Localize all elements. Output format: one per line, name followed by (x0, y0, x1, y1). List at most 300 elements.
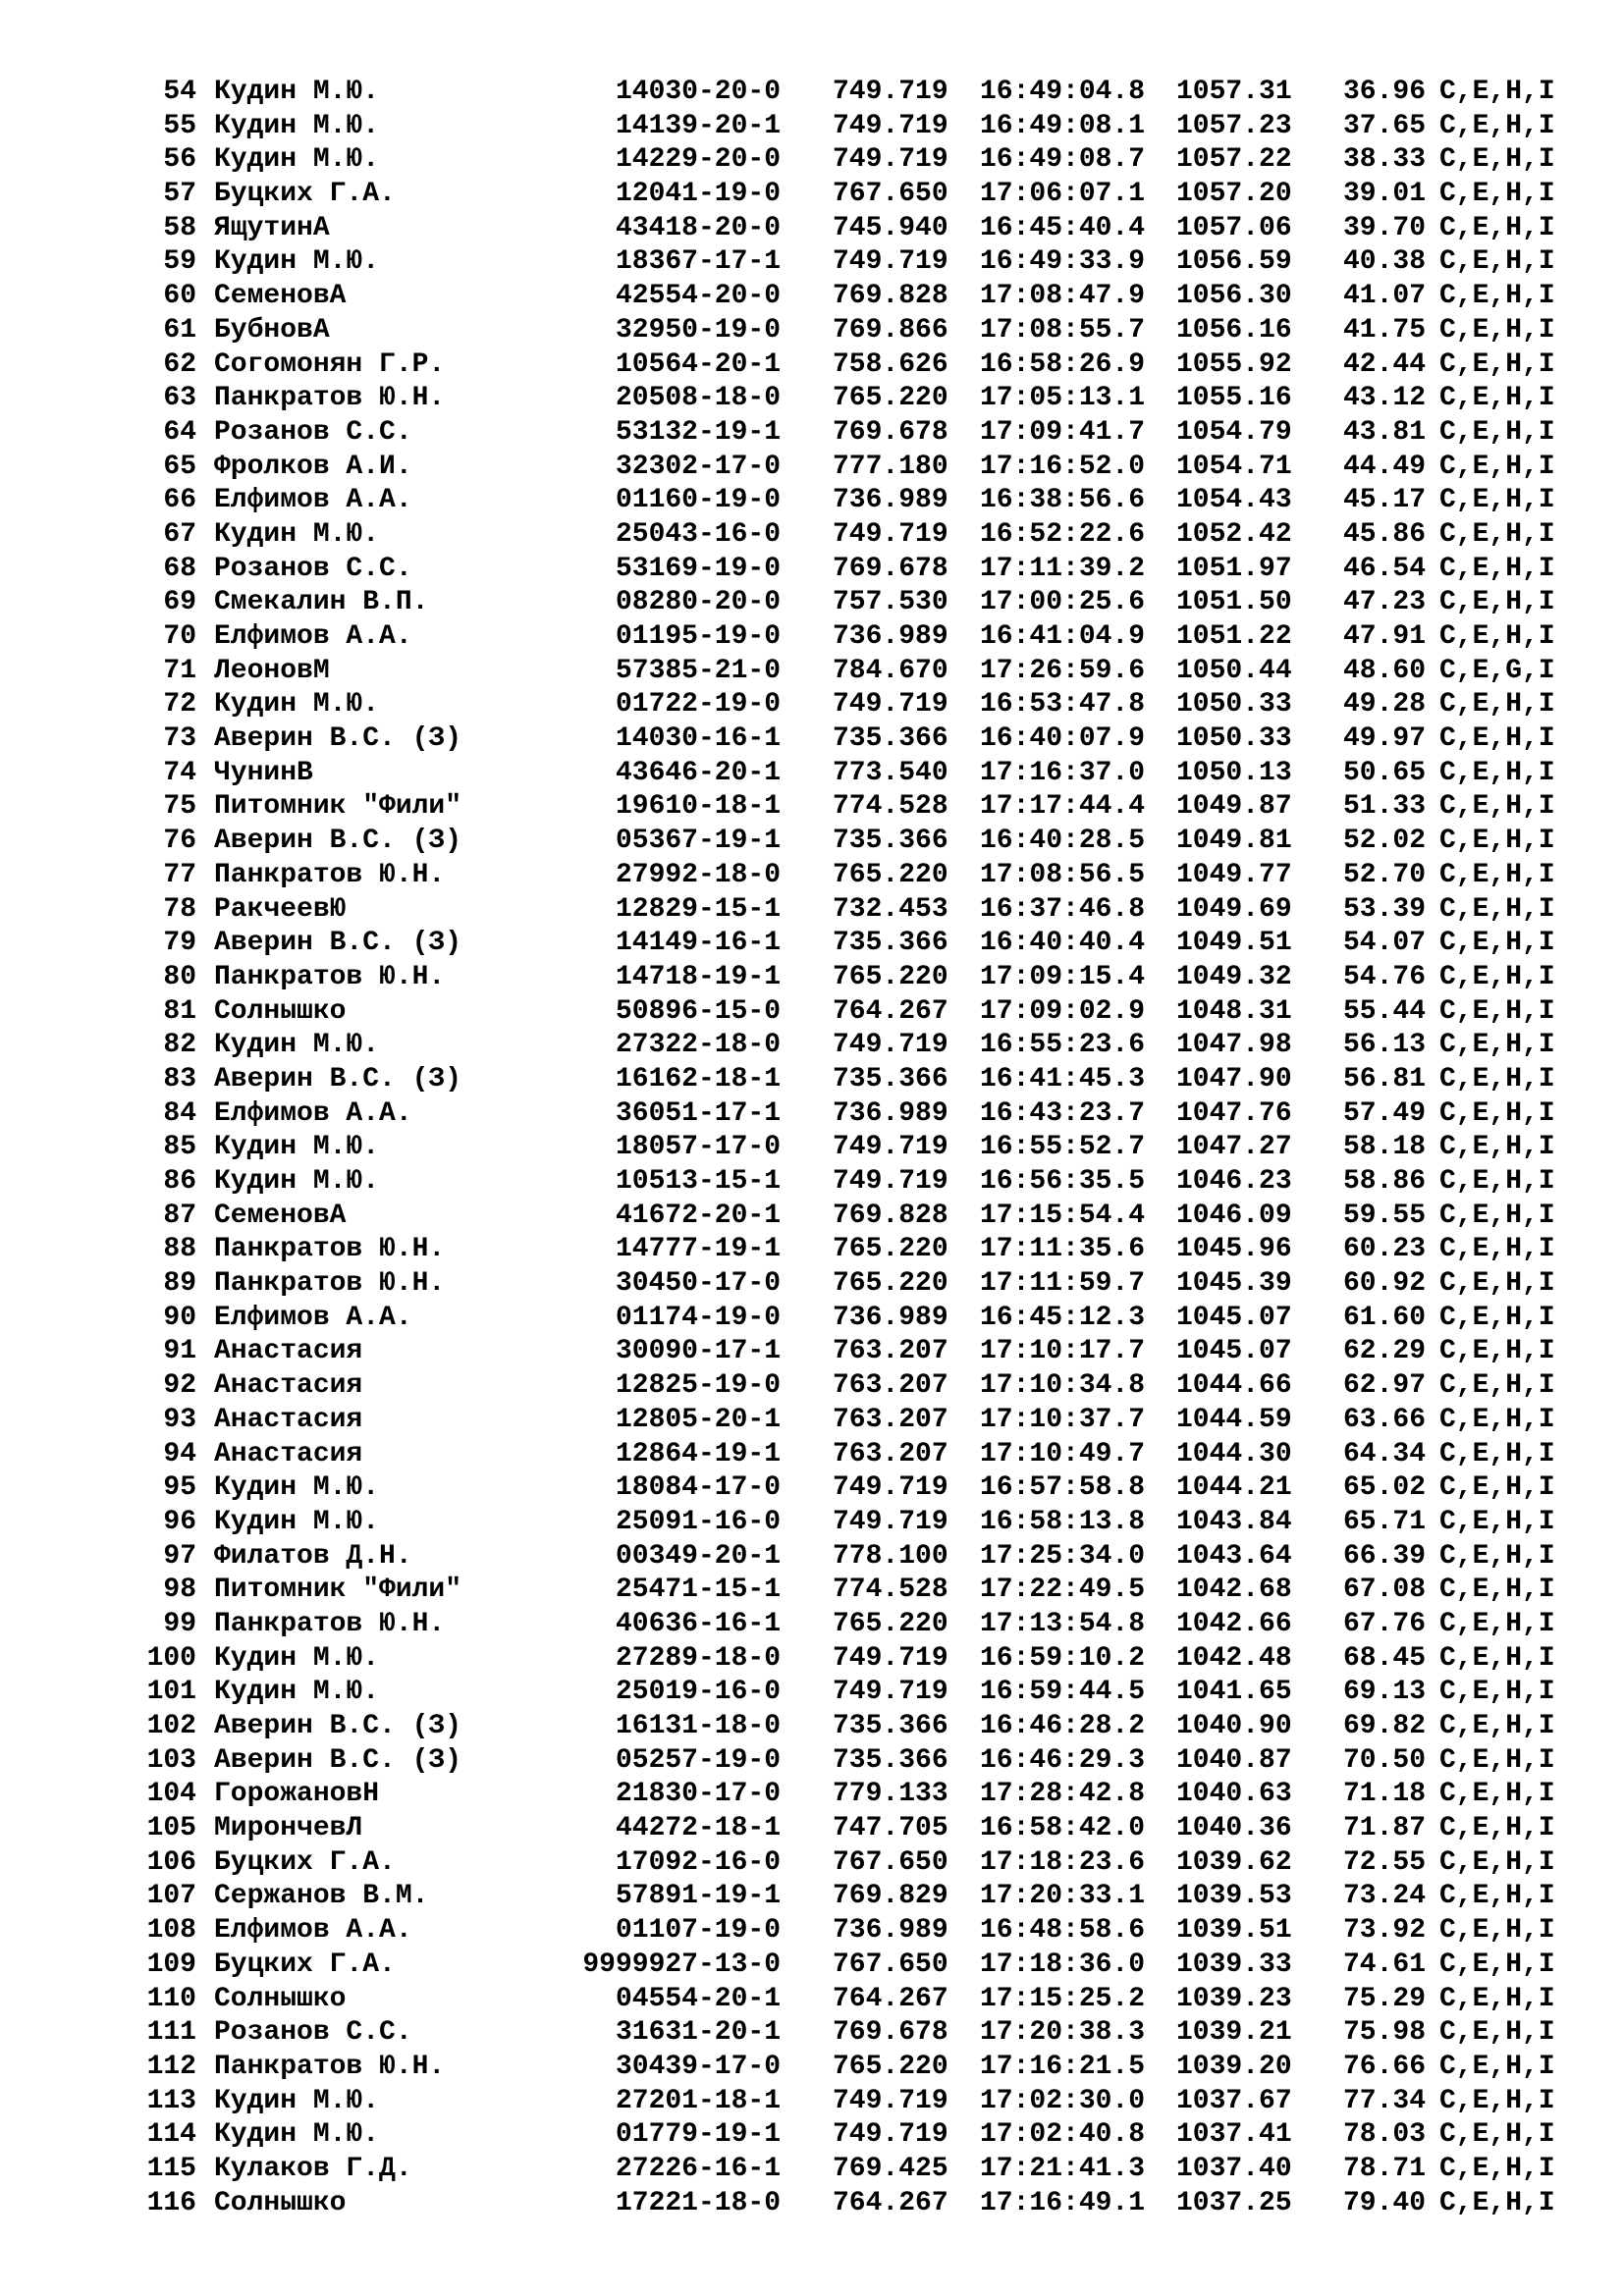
fancier-name: Кудин М.Ю. (214, 518, 380, 550)
speed-value: 1042.48 (1176, 1642, 1292, 1674)
speed-value: 1040.63 (1176, 1779, 1292, 1810)
ring-number: 42554-20-0 (615, 281, 781, 312)
category-flags: C,E,H,I (1439, 212, 1555, 243)
speed-value: 1042.68 (1176, 1575, 1292, 1606)
arrival-time: 16:58:26.9 (980, 348, 1146, 380)
speed-value: 1043.84 (1176, 1506, 1292, 1537)
fancier-name: Кулаков Г.Д. (214, 2153, 412, 2184)
speed-value: 1037.67 (1176, 2085, 1292, 2116)
place-number: 83 (163, 1063, 196, 1095)
arrival-time: 16:49:33.9 (980, 246, 1146, 278)
distance-value: 769.866 (833, 314, 948, 346)
fancier-name: СеменовА (214, 1200, 347, 1231)
place-number: 105 (146, 1813, 196, 1844)
speed-value: 1057.06 (1176, 212, 1292, 243)
arrival-time: 17:05:13.1 (980, 383, 1146, 414)
ring-number: 05257-19-0 (615, 1744, 781, 1776)
fancier-name: ЧунинВ (214, 757, 313, 788)
speed-value: 1050.44 (1176, 655, 1292, 686)
place-number: 112 (146, 2051, 196, 2082)
ring-number: 14149-16-1 (615, 928, 781, 959)
speed-value: 1039.20 (1176, 2051, 1292, 2082)
ring-number: 9999927-13-0 (582, 1949, 781, 1980)
distance-value: 749.719 (833, 689, 948, 721)
table-row (0, 416, 1624, 451)
table-row (0, 1267, 1624, 1302)
table-row (0, 757, 1624, 791)
table-row (0, 280, 1624, 314)
place-number: 82 (163, 1030, 196, 1061)
arrival-time: 17:10:17.7 (980, 1336, 1146, 1367)
distance-value: 749.719 (833, 110, 948, 141)
place-number: 96 (163, 1506, 196, 1537)
ring-number: 32302-17-0 (615, 451, 781, 482)
distance-value: 769.425 (833, 2153, 948, 2184)
place-number: 73 (163, 723, 196, 755)
percent-value: 43.81 (1342, 416, 1426, 448)
speed-value: 1039.62 (1176, 1846, 1292, 1878)
speed-value: 1057.31 (1176, 77, 1292, 107)
speed-value: 1049.77 (1176, 859, 1292, 890)
table-row (0, 620, 1624, 655)
speed-value: 1045.39 (1176, 1268, 1292, 1300)
fancier-name: Аверин В.С. (З) (214, 1744, 462, 1776)
place-number: 108 (146, 1915, 196, 1947)
percent-value: 64.34 (1342, 1438, 1426, 1469)
percent-value: 42.44 (1342, 348, 1426, 380)
table-row (0, 1676, 1624, 1710)
arrival-time: 17:18:23.6 (980, 1846, 1146, 1878)
speed-value: 1042.66 (1176, 1608, 1292, 1639)
place-number: 91 (163, 1336, 196, 1367)
place-number: 79 (163, 928, 196, 959)
table-row (0, 2153, 1624, 2187)
percent-value: 73.92 (1342, 1915, 1426, 1947)
ring-number: 41672-20-1 (615, 1200, 781, 1231)
distance-value: 749.719 (833, 2085, 948, 2116)
distance-value: 765.220 (833, 383, 948, 414)
percent-value: 36.96 (1342, 77, 1426, 107)
fancier-name: Аверин В.С. (З) (214, 723, 462, 755)
arrival-time: 17:20:33.1 (980, 1881, 1146, 1912)
speed-value: 1047.98 (1176, 1030, 1292, 1061)
distance-value: 747.705 (833, 1813, 948, 1844)
distance-value: 765.220 (833, 1234, 948, 1265)
arrival-time: 17:00:25.6 (980, 587, 1146, 618)
ring-number: 50896-15-0 (615, 995, 781, 1027)
category-flags: C,E,H,I (1439, 1642, 1555, 1674)
arrival-time: 16:46:28.2 (980, 1711, 1146, 1741)
speed-value: 1049.69 (1176, 893, 1292, 925)
table-row (0, 1097, 1624, 1132)
fancier-name: Питомник "Фили" (214, 791, 462, 823)
table-row (0, 382, 1624, 416)
ring-number: 12829-15-1 (615, 893, 781, 925)
distance-value: 764.267 (833, 1983, 948, 2014)
speed-value: 1047.27 (1176, 1132, 1292, 1163)
place-number: 107 (146, 1881, 196, 1912)
category-flags: C,E,H,I (1439, 383, 1555, 414)
category-flags: C,E,H,I (1439, 553, 1555, 584)
arrival-time: 17:15:25.2 (980, 1983, 1146, 2014)
speed-value: 1056.59 (1176, 246, 1292, 278)
place-number: 94 (163, 1438, 196, 1469)
distance-value: 774.528 (833, 1575, 948, 1606)
fancier-name: Кудин М.Ю. (214, 144, 380, 176)
fancier-name: Кудин М.Ю. (214, 1677, 380, 1708)
place-number: 110 (146, 1983, 196, 2014)
category-flags: C,E,H,I (1439, 2153, 1555, 2184)
place-number: 64 (163, 416, 196, 448)
percent-value: 50.65 (1342, 757, 1426, 788)
place-number: 54 (163, 77, 196, 107)
fancier-name: Розанов С.С. (214, 2017, 412, 2049)
percent-value: 74.61 (1342, 1949, 1426, 1980)
distance-value: 765.220 (833, 2051, 948, 2082)
arrival-time: 16:56:35.5 (980, 1166, 1146, 1197)
percent-value: 52.02 (1342, 826, 1426, 857)
speed-value: 1049.51 (1176, 928, 1292, 959)
speed-value: 1045.07 (1176, 1302, 1292, 1333)
ring-number: 25043-16-0 (615, 518, 781, 550)
place-number: 75 (163, 791, 196, 823)
distance-value: 769.828 (833, 281, 948, 312)
category-flags: C,E,H,I (1439, 587, 1555, 618)
table-row (0, 1404, 1624, 1438)
percent-value: 46.54 (1342, 553, 1426, 584)
category-flags: C,E,H,I (1439, 621, 1555, 652)
place-number: 77 (163, 859, 196, 890)
percent-value: 72.55 (1342, 1846, 1426, 1878)
place-number: 59 (163, 246, 196, 278)
fancier-name: Панкратов Ю.Н. (214, 961, 446, 992)
percent-value: 49.28 (1342, 689, 1426, 721)
arrival-time: 17:22:49.5 (980, 1575, 1146, 1606)
speed-value: 1044.66 (1176, 1370, 1292, 1402)
arrival-time: 16:58:42.0 (980, 1813, 1146, 1844)
place-number: 114 (146, 2119, 196, 2151)
distance-value: 749.719 (833, 144, 948, 176)
table-row (0, 110, 1624, 144)
fancier-name: Розанов С.С. (214, 416, 412, 448)
ring-number: 12864-19-1 (615, 1438, 781, 1469)
category-flags: C,E,H,I (1439, 791, 1555, 823)
place-number: 55 (163, 110, 196, 141)
distance-value: 736.989 (833, 1302, 948, 1333)
arrival-time: 16:45:40.4 (980, 212, 1146, 243)
place-number: 115 (146, 2153, 196, 2184)
distance-value: 773.540 (833, 757, 948, 788)
table-row (0, 212, 1624, 246)
arrival-time: 17:10:34.8 (980, 1370, 1146, 1402)
ring-number: 32950-19-0 (615, 314, 781, 346)
ring-number: 10513-15-1 (615, 1166, 781, 1197)
ring-number: 18057-17-0 (615, 1132, 781, 1163)
arrival-time: 17:15:54.4 (980, 1200, 1146, 1231)
percent-value: 77.34 (1342, 2085, 1426, 2116)
speed-value: 1054.79 (1176, 416, 1292, 448)
category-flags: C,E,H,I (1439, 1506, 1555, 1537)
place-number: 62 (163, 348, 196, 380)
category-flags: C,E,H,I (1439, 348, 1555, 380)
ring-number: 36051-17-1 (615, 1097, 781, 1129)
arrival-time: 17:21:41.3 (980, 2153, 1146, 2184)
arrival-time: 17:16:49.1 (980, 2187, 1146, 2218)
fancier-name: Кудин М.Ю. (214, 1132, 380, 1163)
category-flags: C,E,H,I (1439, 689, 1555, 721)
distance-value: 767.650 (833, 1846, 948, 1878)
percent-value: 61.60 (1342, 1302, 1426, 1333)
place-number: 80 (163, 961, 196, 992)
arrival-time: 17:20:38.3 (980, 2017, 1146, 2049)
percent-value: 71.87 (1342, 1813, 1426, 1844)
ring-number: 25091-16-0 (615, 1506, 781, 1537)
percent-value: 63.66 (1342, 1404, 1426, 1435)
place-number: 98 (163, 1575, 196, 1606)
speed-value: 1056.16 (1176, 314, 1292, 346)
ring-number: 44272-18-1 (615, 1813, 781, 1844)
place-number: 102 (146, 1711, 196, 1741)
place-number: 93 (163, 1404, 196, 1435)
fancier-name: Елфимов А.А. (214, 621, 412, 652)
speed-value: 1043.64 (1176, 1540, 1292, 1572)
category-flags: C,E,H,I (1439, 1030, 1555, 1061)
fancier-name: МирончевЛ (214, 1813, 363, 1844)
speed-value: 1054.43 (1176, 485, 1292, 516)
place-number: 72 (163, 689, 196, 721)
ring-number: 21830-17-0 (615, 1779, 781, 1810)
percent-value: 51.33 (1342, 791, 1426, 823)
fancier-name: ЛеоновМ (214, 655, 330, 686)
speed-value: 1055.16 (1176, 383, 1292, 414)
table-row (0, 2085, 1624, 2119)
ring-number: 57385-21-0 (615, 655, 781, 686)
category-flags: C,E,H,I (1439, 826, 1555, 857)
table-row (0, 995, 1624, 1030)
percent-value: 67.08 (1342, 1575, 1426, 1606)
table-row (0, 1165, 1624, 1200)
results-table (0, 76, 1624, 2220)
percent-value: 44.49 (1342, 451, 1426, 482)
distance-value: 749.719 (833, 246, 948, 278)
table-row (0, 1233, 1624, 1267)
fancier-name: Анастасия (214, 1404, 363, 1435)
arrival-time: 16:41:04.9 (980, 621, 1146, 652)
fancier-name: Солнышко (214, 1983, 347, 2014)
ring-number: 12825-19-0 (615, 1370, 781, 1402)
percent-value: 69.82 (1342, 1711, 1426, 1741)
distance-value: 769.829 (833, 1881, 948, 1912)
arrival-time: 16:46:29.3 (980, 1744, 1146, 1776)
category-flags: C,E,H,I (1439, 1336, 1555, 1367)
speed-value: 1039.23 (1176, 1983, 1292, 2014)
table-row (0, 1983, 1624, 2017)
percent-value: 54.76 (1342, 961, 1426, 992)
speed-value: 1049.87 (1176, 791, 1292, 823)
arrival-time: 17:16:37.0 (980, 757, 1146, 788)
ring-number: 27289-18-0 (615, 1642, 781, 1674)
ring-number: 12805-20-1 (615, 1404, 781, 1435)
fancier-name: Аверин В.С. (З) (214, 1063, 462, 1095)
arrival-time: 16:59:10.2 (980, 1642, 1146, 1674)
category-flags: C,E,G,I (1439, 655, 1555, 686)
table-row (0, 143, 1624, 178)
percent-value: 47.23 (1342, 587, 1426, 618)
ring-number: 14030-16-1 (615, 723, 781, 755)
distance-value: 763.207 (833, 1438, 948, 1469)
speed-value: 1049.32 (1176, 961, 1292, 992)
percent-value: 58.18 (1342, 1132, 1426, 1163)
table-row (0, 722, 1624, 757)
speed-value: 1050.13 (1176, 757, 1292, 788)
speed-value: 1051.22 (1176, 621, 1292, 652)
percent-value: 52.70 (1342, 859, 1426, 890)
arrival-time: 16:40:40.4 (980, 928, 1146, 959)
arrival-time: 16:41:45.3 (980, 1063, 1146, 1095)
fancier-name: Аверин В.С. (З) (214, 928, 462, 959)
place-number: 76 (163, 826, 196, 857)
percent-value: 39.70 (1342, 212, 1426, 243)
distance-value: 769.828 (833, 1200, 948, 1231)
percent-value: 65.02 (1342, 1472, 1426, 1504)
fancier-name: Аверин В.С. (З) (214, 1711, 462, 1741)
fancier-name: Смекалин В.П. (214, 587, 429, 618)
distance-value: 736.989 (833, 485, 948, 516)
fancier-name: Анастасия (214, 1438, 363, 1469)
fancier-name: Елфимов А.А. (214, 1915, 412, 1947)
category-flags: C,E,H,I (1439, 1438, 1555, 1469)
table-row (0, 1812, 1624, 1846)
table-row (0, 1949, 1624, 1983)
distance-value: 769.678 (833, 553, 948, 584)
fancier-name: Буцких Г.А. (214, 1949, 396, 1980)
place-number: 97 (163, 1540, 196, 1572)
category-flags: C,E,H,I (1439, 77, 1555, 107)
fancier-name: Буцких Г.А. (214, 1846, 396, 1878)
category-flags: C,E,H,I (1439, 1166, 1555, 1197)
distance-value: 749.719 (833, 1472, 948, 1504)
distance-value: 749.719 (833, 77, 948, 107)
percent-value: 40.38 (1342, 246, 1426, 278)
ring-number: 43646-20-1 (615, 757, 781, 788)
speed-value: 1039.33 (1176, 1949, 1292, 1980)
percent-value: 37.65 (1342, 110, 1426, 141)
arrival-time: 17:09:02.9 (980, 995, 1146, 1027)
distance-value: 774.528 (833, 791, 948, 823)
table-row (0, 1574, 1624, 1608)
distance-value: 784.670 (833, 655, 948, 686)
percent-value: 66.39 (1342, 1540, 1426, 1572)
place-number: 71 (163, 655, 196, 686)
arrival-time: 17:17:44.4 (980, 791, 1146, 823)
ring-number: 40636-16-1 (615, 1608, 781, 1639)
fancier-name: Питомник "Фили" (214, 1575, 462, 1606)
fancier-name: Кудин М.Ю. (214, 2085, 380, 2116)
table-row (0, 1608, 1624, 1642)
speed-value: 1050.33 (1176, 723, 1292, 755)
arrival-time: 16:58:13.8 (980, 1506, 1146, 1537)
place-number: 100 (146, 1642, 196, 1674)
distance-value: 735.366 (833, 928, 948, 959)
fancier-name: ГорожановН (214, 1779, 380, 1810)
percent-value: 47.91 (1342, 621, 1426, 652)
place-number: 113 (146, 2085, 196, 2116)
speed-value: 1039.51 (1176, 1915, 1292, 1947)
place-number: 104 (146, 1779, 196, 1810)
arrival-time: 17:08:56.5 (980, 859, 1146, 890)
arrival-time: 16:40:28.5 (980, 826, 1146, 857)
place-number: 106 (146, 1846, 196, 1878)
place-number: 65 (163, 451, 196, 482)
ring-number: 53169-19-0 (615, 553, 781, 584)
arrival-time: 16:55:52.7 (980, 1132, 1146, 1163)
place-number: 116 (146, 2187, 196, 2218)
category-flags: C,E,H,I (1439, 1063, 1555, 1095)
table-row (0, 893, 1624, 928)
speed-value: 1057.20 (1176, 179, 1292, 210)
percent-value: 70.50 (1342, 1744, 1426, 1776)
arrival-time: 16:53:47.8 (980, 689, 1146, 721)
ring-number: 00349-20-1 (615, 1540, 781, 1572)
place-number: 88 (163, 1234, 196, 1265)
speed-value: 1050.33 (1176, 689, 1292, 721)
arrival-time: 16:45:12.3 (980, 1302, 1146, 1333)
category-flags: C,E,H,I (1439, 1472, 1555, 1504)
fancier-name: Филатов Д.Н. (214, 1540, 412, 1572)
category-flags: C,E,H,I (1439, 1404, 1555, 1435)
category-flags: C,E,H,I (1439, 1711, 1555, 1741)
ring-number: 10564-20-1 (615, 348, 781, 380)
percent-value: 39.01 (1342, 179, 1426, 210)
ring-number: 43418-20-0 (615, 212, 781, 243)
place-number: 99 (163, 1608, 196, 1639)
ring-number: 25019-16-0 (615, 1677, 781, 1708)
percent-value: 78.03 (1342, 2119, 1426, 2151)
table-row (0, 1471, 1624, 1506)
distance-value: 764.267 (833, 2187, 948, 2218)
speed-value: 1037.41 (1176, 2119, 1292, 2151)
speed-value: 1044.21 (1176, 1472, 1292, 1504)
speed-value: 1047.90 (1176, 1063, 1292, 1095)
category-flags: C,E,H,I (1439, 1915, 1555, 1947)
ring-number: 20508-18-0 (615, 383, 781, 414)
fancier-name: Солнышко (214, 995, 347, 1027)
category-flags: C,E,H,I (1439, 1268, 1555, 1300)
table-row (0, 1846, 1624, 1881)
table-row (0, 1778, 1624, 1812)
place-number: 63 (163, 383, 196, 414)
percent-value: 62.97 (1342, 1370, 1426, 1402)
category-flags: C,E,H,I (1439, 1132, 1555, 1163)
distance-value: 735.366 (833, 1744, 948, 1776)
arrival-time: 16:52:22.6 (980, 518, 1146, 550)
percent-value: 75.29 (1342, 1983, 1426, 2014)
percent-value: 78.71 (1342, 2153, 1426, 2184)
category-flags: C,E,H,I (1439, 314, 1555, 346)
percent-value: 45.17 (1342, 485, 1426, 516)
speed-value: 1040.87 (1176, 1744, 1292, 1776)
speed-value: 1051.97 (1176, 553, 1292, 584)
table-row (0, 961, 1624, 995)
place-number: 89 (163, 1268, 196, 1300)
arrival-time: 17:10:37.7 (980, 1404, 1146, 1435)
category-flags: C,E,H,I (1439, 179, 1555, 210)
category-flags: C,E,H,I (1439, 1097, 1555, 1129)
table-row (0, 1914, 1624, 1949)
place-number: 109 (146, 1949, 196, 1980)
ring-number: 31631-20-1 (615, 2017, 781, 2049)
distance-value: 749.719 (833, 1506, 948, 1537)
